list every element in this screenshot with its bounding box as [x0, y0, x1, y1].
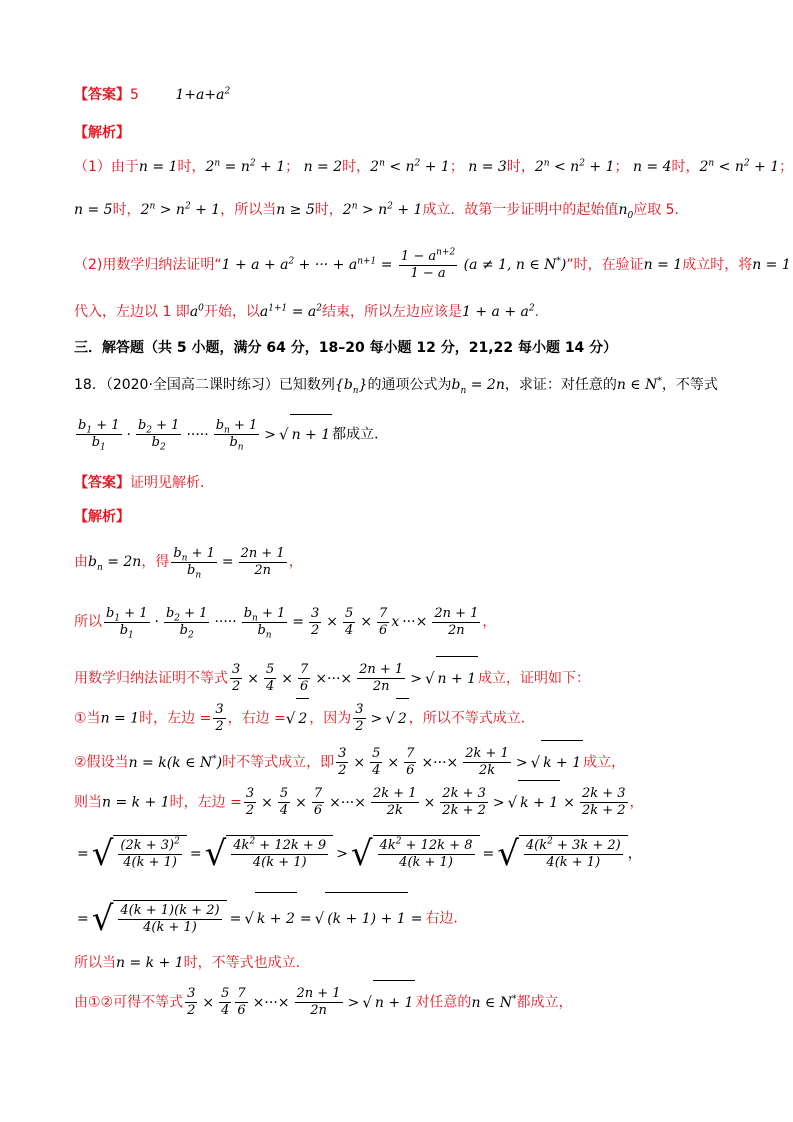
part1-so: ，所以当 — [220, 202, 277, 218]
q18-frac-2: $\frac{b_2 + 1}{b_2}$ — [137, 418, 180, 453]
answer-tag: 【答案】 — [74, 87, 130, 103]
sol1-frac-l: $\frac{b_n + 1}{b_n}$ — [173, 545, 215, 581]
a-end: $a^{1+1} = a^2$ — [259, 303, 322, 320]
answer-value: 5 — [130, 87, 139, 103]
case-n1: n = 1 — [138, 159, 178, 175]
sol5-c: 成立， — [583, 754, 626, 771]
num-base: 1 − a — [400, 248, 437, 264]
sol3-a: 用数学归纳法证明不等式 — [74, 670, 228, 687]
sol1-bn: $b_n = 2n$ — [88, 554, 142, 573]
q18-frac-n: $\frac{b_n + 1}{b_n}$ — [215, 418, 258, 453]
part2-verify: ”时，在验证 — [566, 257, 644, 273]
q18-line1 — [74, 376, 718, 394]
sol-line1: 由$b_n = 2n$，得 $\frac{b_n + 1}{b_n}$ = $\frac{2n + 1}{2n}$ ， — [74, 545, 303, 581]
part1-value: 应取 5． — [633, 202, 689, 218]
cond-text: (a ≠ 1, n ∈ N — [463, 257, 557, 273]
sol9-a: 所以当 — [74, 955, 116, 971]
shi-4: 时， — [671, 159, 700, 175]
part1-conclusion: 成立．故第一步证明中的起始值 — [422, 202, 619, 218]
sol-line7: = √ $\frac{(2k + 3)^2}{4(k + 1)}$ = √ $\frac{4k^2 + 12k + 9}{4(k + 1)}$ > √ $\frac{4k^2 + 12k + 8}{4(k + 1)}$ = √ $\frac{4(k^2 + 3k + 2)}{4(k + 1)}$ ， — [77, 834, 642, 874]
sol1-frac-r: $\frac{2n + 1}{2n}$ — [240, 545, 285, 578]
ineq-n2: $2^n < n^2 + 1$ — [370, 158, 450, 175]
analysis-tag-2: 【解析】 — [74, 509, 130, 525]
expr-exponent: 2 — [224, 86, 231, 97]
sol10-a: 由①②可得不等式 — [74, 994, 184, 1011]
case-n4: n = 4 — [632, 159, 672, 175]
part1-intro: （1）由于 — [74, 159, 139, 175]
sol4-a: ①当 — [74, 710, 101, 727]
q18-text-e: 都成立． — [332, 426, 389, 443]
shi-5: 时， — [112, 202, 141, 218]
n0-symbol: $n_0$ — [618, 202, 634, 221]
sol2-a: 所以 — [74, 614, 102, 630]
eq-n1: $2^n = n^2 + 1$ — [205, 158, 286, 175]
part2-n1-b: n = 1 — [752, 257, 791, 273]
sum-frac-num: $1 - a^{n+2}$ — [400, 247, 456, 264]
part2-line2 — [74, 303, 549, 321]
sol5-b: 时不等式成立，即 — [222, 754, 335, 771]
sol9-b: 时，不等式也成立． — [183, 955, 310, 971]
sol-line8: = √ $\frac{4(k + 1)(k + 2)}{4(k + 1)}$ = √ k + 2 = √ (k + 1) + 1 = 右边． — [74, 892, 467, 945]
sol1-a: 由 — [74, 554, 88, 570]
sum-expression: $1 + a + a^2$ + ··· + $a^{n+1}$ = — [221, 256, 393, 273]
case-n2: n = 2 — [303, 159, 343, 175]
sol-line5: ②假设当n = k(k ∈ N*)时不等式成立，即 $\frac{3}{2}$ × $\frac{5}{4}$ × $\frac{7}{6}$ ×···× $\frac{2k + 1}{2k}$ > √ k + 1 成立， — [74, 740, 625, 785]
sol-line6: 则当n = k + 1时，左边 = $\frac{3}{2}$ × $\frac{5}{4}$ × $\frac{7}{6}$ ×···× $\frac{2k + 1}{2k}$ × $\frac{2k + 3}{2k + 2}$ > √ k + 1 × $\frac{2k + 3}{2k + 2}$ ， — [74, 780, 644, 825]
case-n3: n = 3 — [468, 159, 507, 175]
left-side: $1 + a + a^2$ — [461, 303, 535, 320]
expr-base: 1+a+a — [175, 87, 225, 103]
part2-start: 开始，以 — [203, 304, 260, 320]
ineq-n3: $2^n < n^2 + 1$ — [534, 158, 615, 175]
answer2-value: 证明见解析. — [130, 475, 205, 491]
sol4-c: ，右边 = — [227, 710, 286, 727]
sol-line2: 所以 $\frac{b_1 + 1}{b_1}$ · $\frac{b_2 + 1}{b_2}$ ····· $\frac{b_n + 1}{b_n}$ = $\frac{3}{2}$ × $\frac{5}{4}$ × $\frac{7}{6}$ x ···× $\frac{2n + 1}{2n}$ ， — [74, 605, 497, 641]
sum-fraction — [399, 249, 457, 282]
sol6-b: 时，左边 = — [169, 794, 242, 811]
part2-when: 成立时，将 — [682, 257, 753, 273]
answer-line-2 — [74, 474, 204, 492]
sol3-b: 成立，证明如下： — [478, 670, 591, 687]
sol4-b: 时，左边 = — [139, 710, 212, 727]
n-in-N: n ∈ N* — [616, 376, 662, 393]
q18-text-a: 已知数列 — [278, 377, 335, 393]
q18-line2: $\frac{b_1 + 1}{b_1}$ · $\frac{b_2 + 1}{b_2}$ ····· $\frac{b_n + 1}{b_n}$ > √ n + 1 都成立． — [74, 414, 388, 455]
shi-2: 时， — [342, 159, 371, 175]
case-n5: n = 5 — [74, 202, 113, 218]
ineq-n5: $2^n > n^2 + 1$ — [140, 201, 221, 218]
sol4-e: ，所以不等式成立． — [408, 710, 535, 727]
seq-symbol: $\{b_n\}$ — [334, 377, 368, 396]
q18-text-d: ，不等式 — [661, 377, 718, 393]
sol-line4: ①当n = 1时，左边 = $\frac{3}{2}$ ，右边 =√ 2 ，因为 $\frac{3}{2}$ > √ 2 ，所以不等式成立． — [74, 698, 535, 739]
q18-text-b: 的通项公式为 — [367, 377, 452, 393]
a-zero: $a^0$ — [189, 303, 204, 320]
sum-frac-den: 1 − a — [410, 265, 446, 281]
q18-frac-1: $\frac{b_1 + 1}{b_1}$ — [78, 418, 120, 453]
sum-condition: (a ≠ 1, n ∈ N*) — [463, 256, 567, 273]
shi-6: 时， — [314, 202, 343, 218]
answer2-tag: 【答案】 — [74, 475, 130, 491]
sol-line9: 所以当n = k + 1时，不等式也成立． — [74, 955, 310, 971]
part1-line1 — [74, 158, 793, 176]
part2-substitute: 代入，左边以 1 即 — [74, 304, 190, 320]
sol6-a: 则当 — [74, 794, 102, 811]
sol4-d: ，因为 — [309, 710, 352, 727]
answer-expression — [175, 87, 230, 103]
q18-number: 18． — [74, 377, 106, 393]
part2-end: 结束，所以左边应该是 — [321, 304, 462, 320]
semi-2: ； — [449, 159, 464, 175]
part2-line1 — [74, 248, 791, 282]
part2-period: ． — [534, 304, 549, 320]
ineq-n4: $2^n < n^2 + 1$ — [699, 158, 780, 175]
sol8-end: 右边． — [425, 910, 468, 927]
q18-sqrt: n + 1 — [290, 414, 333, 455]
case-n-ge5: n ≥ 5 — [276, 202, 315, 218]
q18-source: （2020·全国高二课时练习） — [105, 377, 279, 393]
part1-line2 — [74, 201, 689, 219]
sol10-c: 都成立， — [516, 994, 573, 1011]
analysis-tag-1: 【解析】 — [74, 125, 130, 141]
section-heading: 三．解答题（共 5 小题，满分 64 分，18–20 每小题 12 分，21,22 每小题 14 分） — [74, 340, 618, 356]
part2-n1-a: n = 1 — [643, 257, 683, 273]
sol5-a: ②假设当 — [74, 754, 129, 771]
semi-4: ； — [779, 159, 793, 175]
sol-line10: 由①②可得不等式 $\frac{3}{2}$ × $\frac{5}{4}$ $\frac{7}{6}$ ×···× $\frac{2n + 1}{2n}$ > √ n + 1 对任意的n ∈ N*都成立， — [74, 980, 572, 1025]
ineq-general: $2^n > n^2 + 1$ — [342, 201, 423, 218]
sol-line3: 用数学归纳法证明不等式 $\frac{3}{2}$ × $\frac{5}{4}$ × $\frac{7}{6}$ ×···× $\frac{2n + 1}{2n}$ > √ n + 1 成立，证明如下： — [74, 656, 590, 701]
semi-3: ； — [614, 159, 629, 175]
part2-intro: （2)用数学归纳法证明“ — [74, 257, 222, 273]
q18-text-c: ，求证：对任意的 — [504, 377, 617, 393]
shi-1: 时， — [177, 159, 206, 175]
sol10-b: 对任意的 — [415, 994, 472, 1011]
shi-3: 时， — [506, 159, 535, 175]
sol1-b: ，得 — [141, 554, 170, 570]
answer-line-1 — [74, 86, 230, 104]
seq-formula: $b_n = 2n$ — [451, 377, 505, 396]
semi-1: ； — [285, 159, 300, 175]
